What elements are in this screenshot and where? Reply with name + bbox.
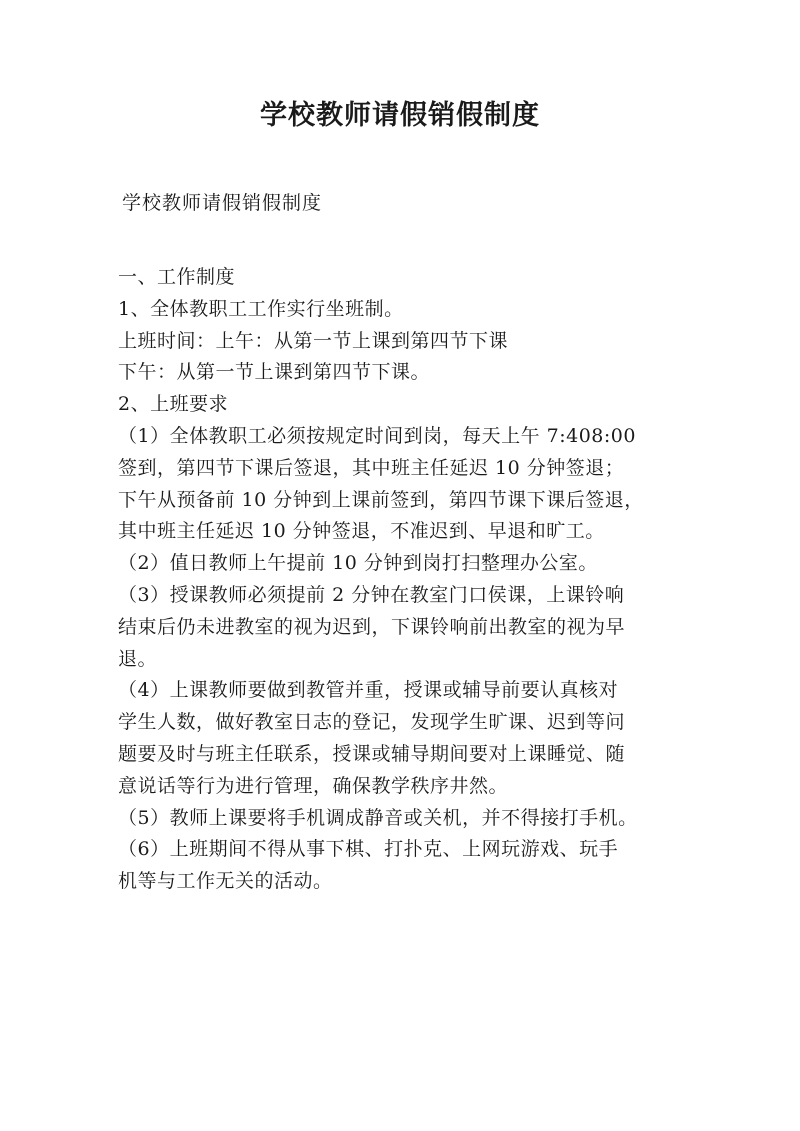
body-line: 意说话等行为进行管理，确保教学秩序井然。 (118, 774, 509, 797)
body-line: （1）全体教职工必须按规定时间到岗，每天上午 7:408:00 (118, 424, 636, 447)
body-line: 上班时间：上午：从第一节上课到第四节下课 (118, 329, 509, 352)
body-line: 1、全体教职工工作实行坐班制。 (118, 297, 404, 320)
body-line: 下午：从第一节上课到第四节下课。 (118, 361, 431, 384)
document-title: 学校教师请假销假制度 (260, 100, 540, 131)
body-line: 下午从预备前 10 分钟到上课前签到，第四节课下课后签退， (118, 488, 644, 511)
body-line: 机等与工作无关的活动。 (118, 870, 333, 893)
document-subtitle: 学校教师请假销假制度 (122, 192, 323, 214)
body-line: 签到，第四节下课后签退，其中班主任延迟 10 分钟签退； (118, 456, 625, 479)
body-line: （4）上课教师要做到教管并重，授课或辅导前要认真核对 (118, 679, 619, 702)
body-line: 结束后仍未进教室的视为迟到，下课铃响前出教室的视为早 (118, 615, 626, 638)
body-line: 退。 (118, 647, 158, 670)
body-line: 学生人数，做好教室日志的登记，发现学生旷课、迟到等问 (118, 711, 626, 734)
body-line: （3）授课教师必须提前 2 分钟在教室门口侯课，上课铃响 (118, 583, 625, 606)
body-line: 2、上班要求 (118, 393, 229, 416)
body-line: 题要及时与班主任联系，授课或辅导期间要对上课睡觉、随 (118, 742, 626, 765)
body-line: 一、工作制度 (118, 266, 236, 288)
body-line: （6）上班期间不得从事下棋、打扑克、上网玩游戏、玩手 (118, 838, 619, 861)
body-line: （2）值日教师上午提前 10 分钟到岗打扫整理办公室。 (118, 552, 598, 575)
document-body (118, 262, 690, 898)
body-line: 其中班主任延迟 10 分钟签退，不准迟到、早退和旷工。 (118, 520, 605, 543)
body-line: （5）教师上课要将手机调成静音或关机，并不得接打手机。 (118, 806, 638, 829)
